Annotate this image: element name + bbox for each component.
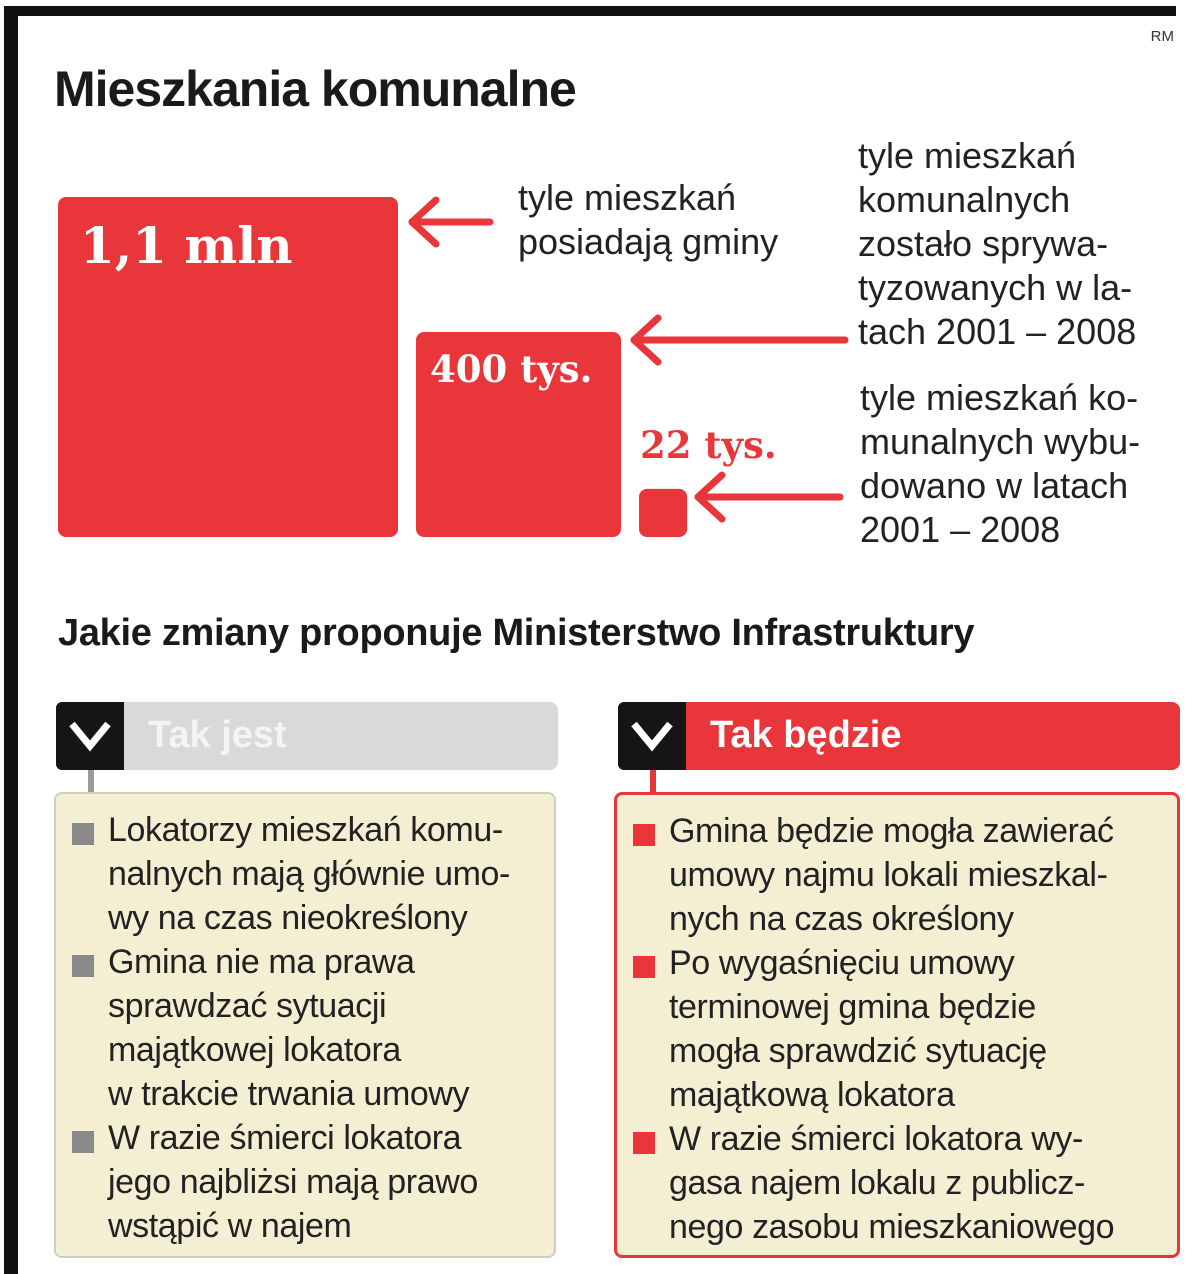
bullet-square-icon <box>72 955 94 977</box>
annotation-privatized: tyle mieszkań komunalnych zostało sprywa- tyzowanych w la- tach 2001 – 2008 <box>858 135 1137 352</box>
list-item-text: Lokatorzy mieszkań komu- nalnych mają głównie umo- wy na czas nieokreślony <box>108 811 510 937</box>
panel-future-list <box>633 809 1163 1249</box>
label-built: 22 tys. <box>640 423 777 467</box>
panel-future-title: Tak będzie <box>710 714 902 756</box>
panel-future-header <box>618 702 1180 770</box>
list-item-text: Po wygaśnięciu umowy terminowej gmina będzie mogła sprawdzić sytuację majątkową lokatora <box>669 944 1047 1114</box>
bullet-square-icon <box>633 1132 655 1154</box>
bullet-square-icon <box>633 824 655 846</box>
square-built <box>639 489 687 537</box>
list-item <box>633 809 1163 941</box>
arrow-total <box>412 200 490 244</box>
list-item-text: Gmina nie ma prawa sprawdzać sytuacji majątkowej lokatora w trakcie trwania umowy <box>108 943 470 1113</box>
panel-future-box <box>614 792 1180 1258</box>
page-title: Mieszkania komunalne <box>54 61 576 117</box>
bullet-square-icon <box>72 1131 94 1153</box>
panel-now-connector <box>88 770 94 792</box>
list-item-text: W razie śmierci lokatora jego najbliżsi mają prawo wstąpić w najem <box>108 1119 478 1245</box>
label-privatized: 400 tys. <box>430 347 593 391</box>
list-item <box>72 940 540 1116</box>
list-item-text: W razie śmierci lokatora wy- gasa najem lokalu z publicz- nego zasobu mieszkaniowego <box>669 1120 1115 1246</box>
panel-now-title: Tak jest <box>148 714 287 756</box>
list-item-text: Gmina będzie mogła zawierać umowy najmu lokali mieszkal- nych na czas określony <box>669 812 1114 938</box>
arrow-built <box>698 475 840 519</box>
chevron-down-icon <box>56 702 124 770</box>
panel-now-list <box>72 808 540 1248</box>
bullet-square-icon <box>633 956 655 978</box>
list-item <box>72 1116 540 1248</box>
panel-future-connector <box>650 770 656 792</box>
list-item <box>633 941 1163 1117</box>
label-total: 1,1 mln <box>80 216 293 275</box>
credit: RM <box>1150 28 1174 45</box>
chevron-down-icon <box>618 702 686 770</box>
arrow-privatized <box>634 318 845 362</box>
list-item <box>72 808 540 940</box>
bullet-square-icon <box>72 823 94 845</box>
panel-now-header <box>56 702 558 770</box>
list-item <box>633 1117 1163 1249</box>
section-subtitle: Jakie zmiany proponuje Ministerstwo Infrastruktury <box>58 612 975 654</box>
annotation-total: tyle mieszkań posiadają gminy <box>518 177 779 262</box>
annotation-built: tyle mieszkań ko- munalnych wybu- dowano w latach 2001 – 2008 <box>860 377 1141 550</box>
panel-now-box <box>54 792 556 1258</box>
